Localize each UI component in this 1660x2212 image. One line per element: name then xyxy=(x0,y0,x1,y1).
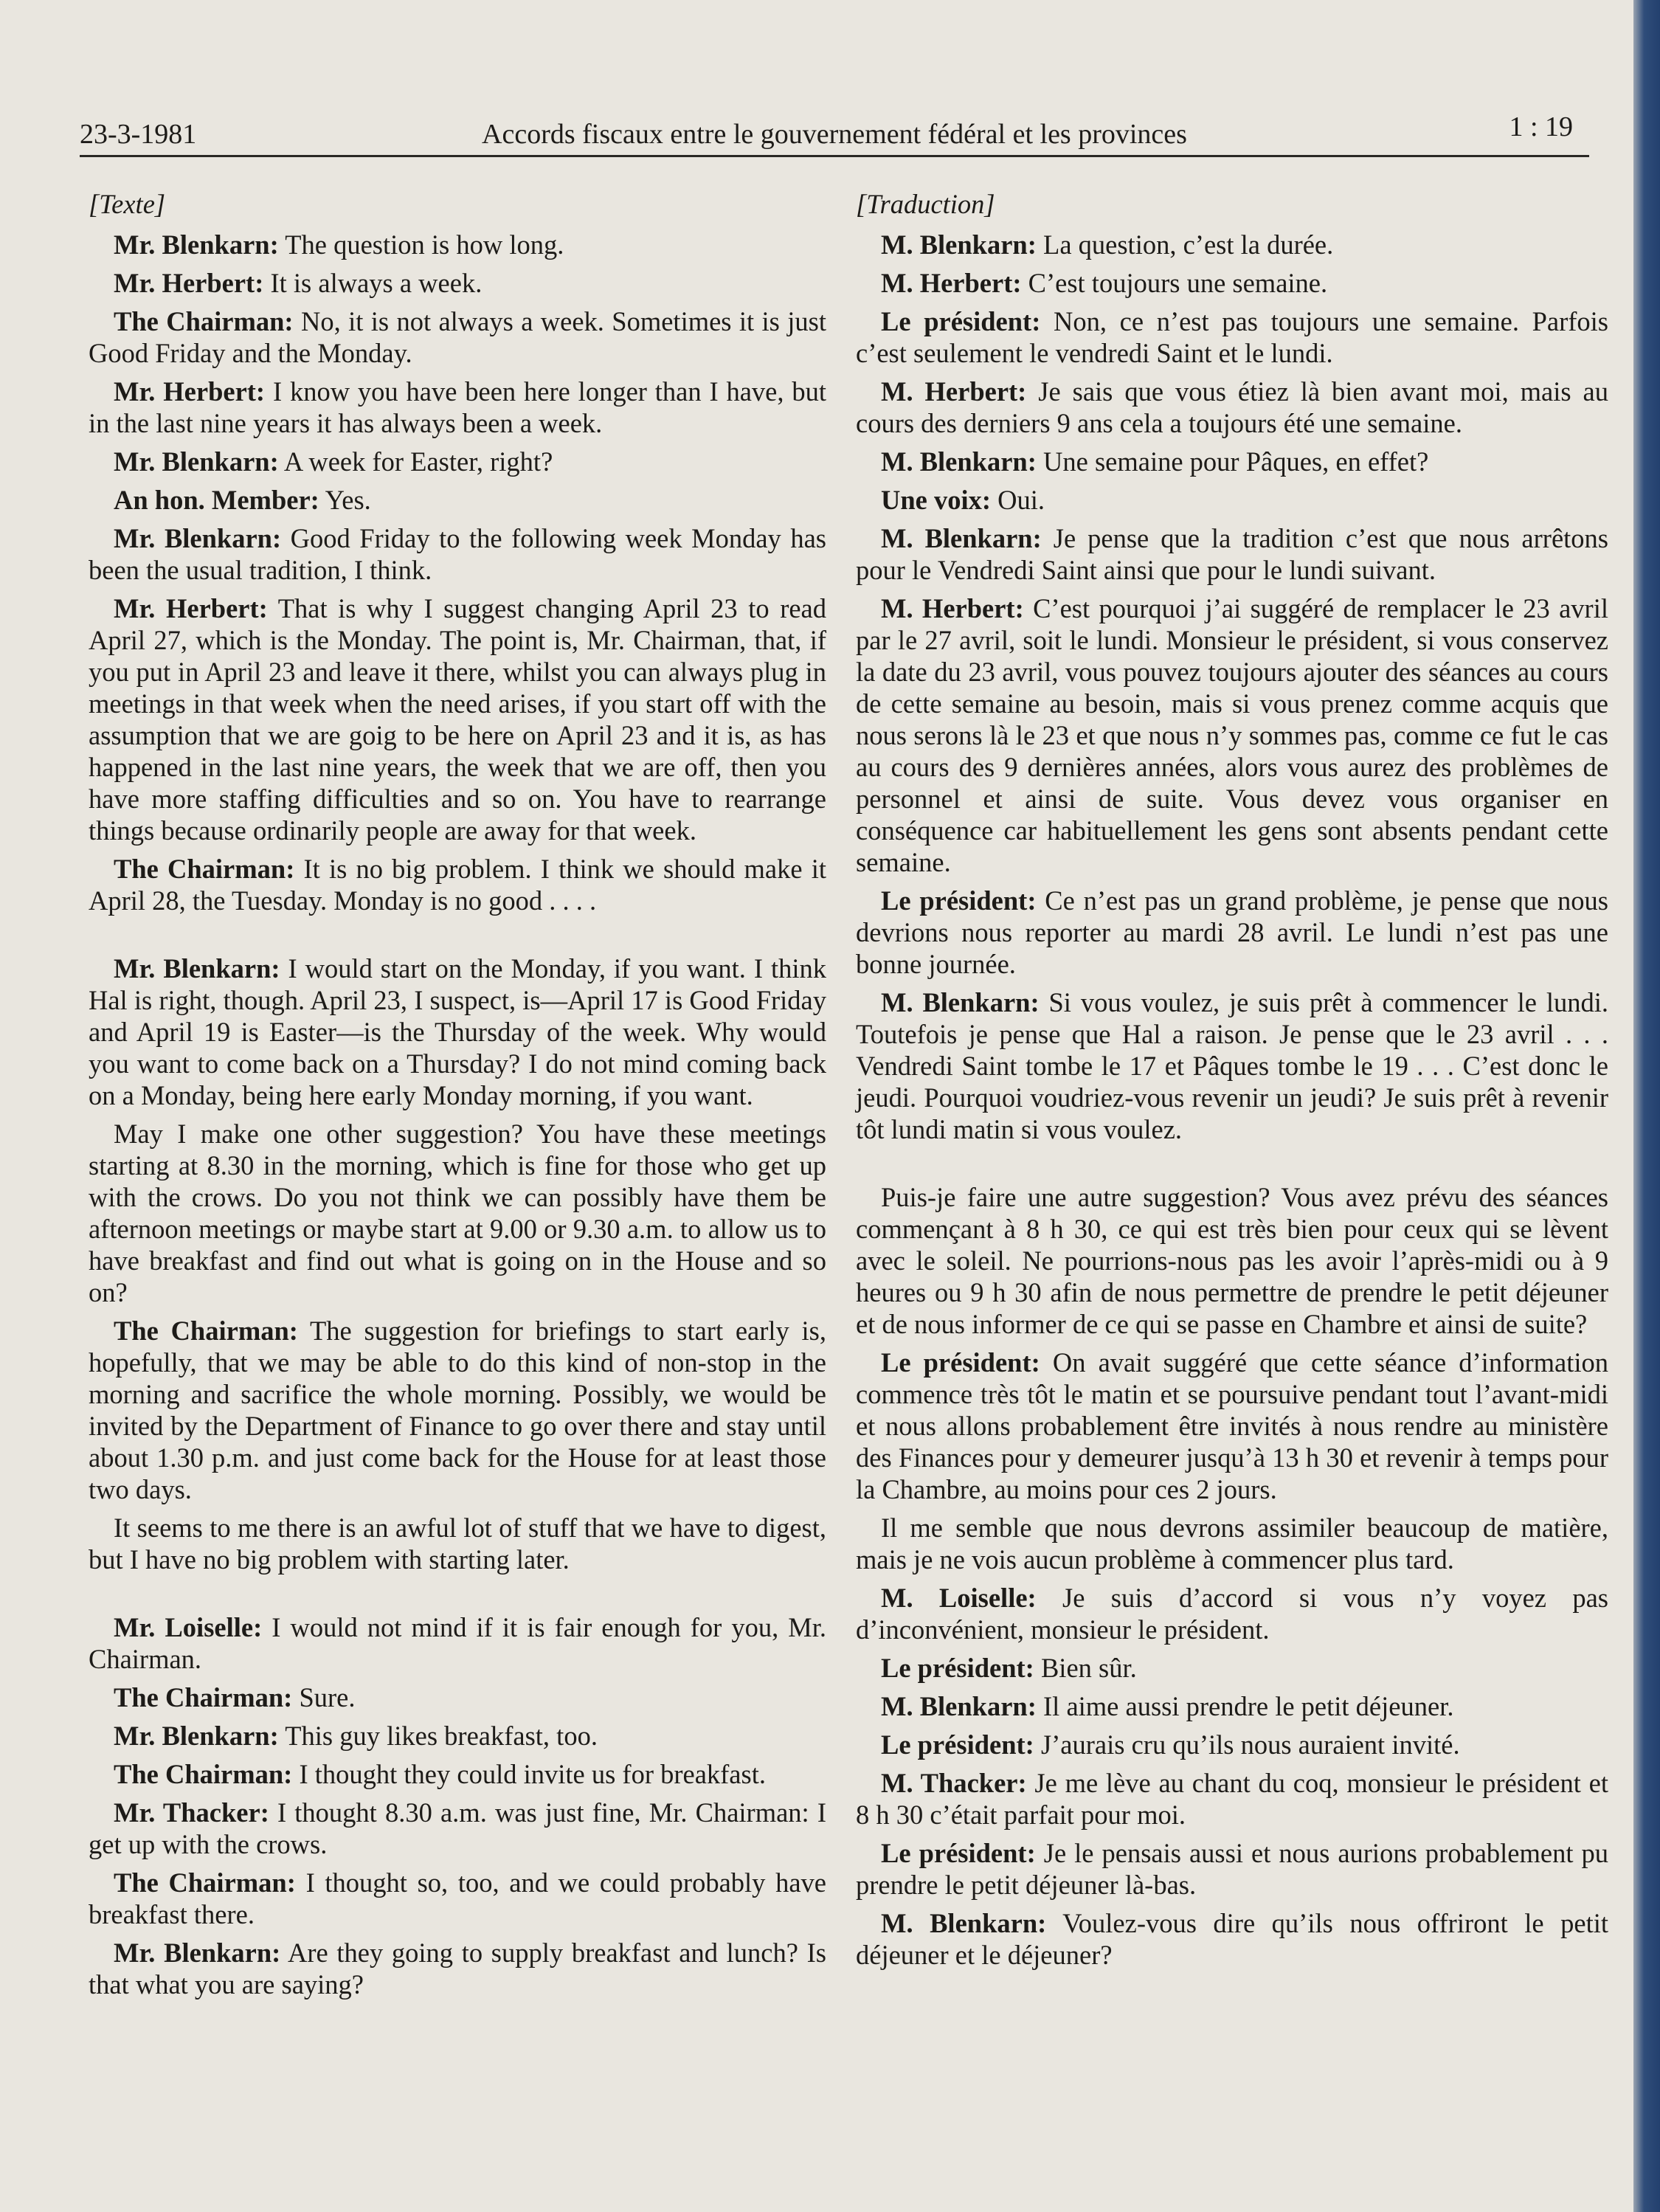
speaker-name: Mr. Herbert: xyxy=(114,376,266,407)
transcript-paragraph xyxy=(89,1867,826,1930)
speech-text: Are they going to supply breakfast and lunch? Is that what you are saying? xyxy=(89,1938,826,2000)
speech-text: It is always a week. xyxy=(263,268,483,298)
transcript-paragraph xyxy=(856,522,1608,586)
speaker-name: The Chairman: xyxy=(114,306,294,336)
speech-text: Oui. xyxy=(991,485,1045,515)
transcript-paragraph xyxy=(89,1937,826,2000)
speaker-name: Mr. Blenkarn: xyxy=(114,446,279,477)
english-column xyxy=(89,188,826,2007)
speech-text: This guy likes breakfast, too. xyxy=(278,1721,598,1751)
speech-text: I know you have been here longer than I have, but in the last nine years it has always been a week. xyxy=(89,376,827,438)
speaker-name: Mr. Thacker: xyxy=(114,1797,269,1828)
transcript-paragraph xyxy=(89,484,826,516)
speaker-name: M. Herbert: xyxy=(881,268,1022,298)
transcript-paragraph xyxy=(856,229,1608,260)
speech-text: Good Friday to the following week Monday has been the usual tradition, I think. xyxy=(89,523,826,585)
speaker-name: M. Blenkarn: xyxy=(881,1691,1037,1721)
speech-text: I would start on the Monday, if you want. I think Hal is right, though. April 23, I suspect, is—April 17 is Good Friday and April 19 is Easter—is the Thursday of the week. Why would you want to come back on a Thursday? I do not mind coming back on a Monday, being here early Monday morning, if you want. xyxy=(89,953,826,1110)
transcript-paragraph xyxy=(89,1797,826,1860)
speech-text: Ce n’est pas un grand problème, je pense que nous devrions nous reporter au mardi 28 avril. Le lundi n’est pas une bonne journée. xyxy=(856,885,1609,979)
speech-text: I would not mind if it is fair enough for you, Mr. Chairman. xyxy=(89,1612,826,1674)
speaker-name: M. Blenkarn: xyxy=(881,446,1037,477)
speech-text: No, it is not always a week. Sometimes it is just Good Friday and the Monday. xyxy=(89,306,826,368)
transcript-paragraph xyxy=(89,376,826,439)
speaker-name: The Chairman: xyxy=(114,854,295,884)
speaker-name: Mr. Blenkarn: xyxy=(114,229,279,260)
speaker-name: The Chairman: xyxy=(114,1867,296,1898)
transcript-paragraph xyxy=(89,1758,826,1790)
transcript-paragraph xyxy=(856,1729,1608,1760)
speech-text: Il aime aussi prendre le petit déjeuner. xyxy=(1036,1691,1454,1721)
transcript-paragraph xyxy=(856,986,1608,1145)
speaker-name: Mr. Blenkarn: xyxy=(114,953,280,984)
header-date: 23-3-1981 xyxy=(80,119,197,150)
transcript-paragraph xyxy=(89,1682,826,1713)
speaker-name: Mr. Blenkarn: xyxy=(114,1938,281,1968)
speaker-name: M. Thacker: xyxy=(881,1768,1027,1798)
speaker-name: Le président: xyxy=(881,1729,1034,1760)
speech-text: I thought they could invite us for breakfast. xyxy=(292,1759,766,1789)
speaker-name: Le président: xyxy=(881,885,1037,916)
speaker-name: Le président: xyxy=(881,1653,1034,1683)
speech-text: Voulez-vous dire qu’ils nous offriront le petit déjeuner et le déjeuner? xyxy=(856,1908,1608,1970)
transcript-paragraph xyxy=(89,1118,826,1308)
transcript-paragraph xyxy=(89,267,826,299)
section-label-texte: [Texte] xyxy=(89,189,166,219)
transcript-paragraph xyxy=(89,592,826,846)
speech-text: Sure. xyxy=(292,1682,356,1712)
speaker-name: The Chairman: xyxy=(114,1316,298,1346)
transcript-paragraph xyxy=(89,446,826,477)
paragraph-spacer xyxy=(89,1582,826,1611)
transcript-paragraph xyxy=(856,376,1608,439)
transcript-paragraph xyxy=(856,446,1608,477)
speech-text: A week for Easter, right? xyxy=(278,446,553,477)
transcript-paragraph xyxy=(89,305,826,369)
speech-text: Je le pensais aussi et nous aurions probablement pu prendre le petit déjeuner là-bas. xyxy=(856,1838,1608,1900)
speech-text: Je me lève au chant du coq, monsieur le président et 8 h 30 c’était parfait pour moi. xyxy=(856,1768,1608,1830)
page-header xyxy=(80,109,1589,157)
speaker-name: An hon. Member: xyxy=(114,485,319,515)
speaker-name: M. Blenkarn: xyxy=(881,1908,1047,1938)
transcript-paragraph xyxy=(856,1347,1608,1505)
transcript-paragraph xyxy=(856,1767,1608,1831)
transcript-paragraph xyxy=(856,1652,1608,1684)
speaker-name: M. Blenkarn: xyxy=(881,229,1037,260)
transcript-paragraph xyxy=(856,885,1608,980)
transcript-paragraph xyxy=(856,1582,1608,1645)
speech-text: That is why I suggest changing April 23 to read April 27, which is the Monday. The point is, Mr. Chairman, that, if you put in April 23 and leave it there, whilst you can always plug in meetings in that week when the need arises, if you start off with the assumption that we are goig to be here on April 23 and it is, as has happened in the last nine years, the week that we are off, then you have more staffing difficulties and so on. You have to rearrange things because ordinarily people are away for that week. xyxy=(89,593,827,846)
transcript-paragraph xyxy=(89,522,826,586)
speech-text: Il me semble que nous devrons assimiler beaucoup de matière, mais je ne vois aucun problème à commencer plus tard. xyxy=(856,1513,1608,1575)
transcript-paragraph xyxy=(856,1907,1608,1971)
speech-text: On avait suggéré que cette séance d’information commence très tôt le matin et se poursuive pendant tout l’avant-midi et nous allons probablement être invités à nous rendre au ministère des Finances pour y demeurer jusqu’à 13 h 30 et revenir à temps pour la Chambre, au moins pour ces 2 jours. xyxy=(856,1347,1609,1504)
speaker-name: M. Loiselle: xyxy=(881,1583,1037,1613)
speaker-name: M. Blenkarn: xyxy=(881,523,1042,553)
speech-text: The suggestion for briefings to start early is, hopefully, that we may be able to do this kind of non-stop in the morning and sacrifice the whole morning. Possibly, we would be invited by the Department of Finance to go over there and stay until about 1.30 p.m. and just come back for the House for at least those two days. xyxy=(89,1316,826,1504)
transcript-paragraph xyxy=(89,1720,826,1752)
transcript-paragraph xyxy=(856,305,1608,369)
speech-text: Puis-je faire une autre suggestion? Vous avez prévu des séances commençant à 8 h 30, ce qui est très bien pour ceux qui se lèvent avec le soleil. Ne pourrions-nous pas les avoir l’après-midi ou à 9 heures ou 9 h 30 afin de nous permettre de prendre le petit déjeuner et de nous informer de ce qui se passe en Chambre et ainsi de suite? xyxy=(856,1182,1608,1339)
speaker-name: Mr. Loiselle: xyxy=(114,1612,263,1642)
transcript-paragraph xyxy=(89,853,826,916)
header-title: Accords fiscaux entre le gouvernement fédéral et les provinces xyxy=(482,119,1187,150)
speech-text: It seems to me there is an awful lot of stuff that we have to digest, but I have no big problem with starting later. xyxy=(89,1513,826,1575)
header-page-number: 1 : 19 xyxy=(1509,111,1573,142)
french-column xyxy=(856,188,1608,1977)
paragraph-spacer xyxy=(89,923,826,953)
speaker-name: The Chairman: xyxy=(114,1759,293,1789)
speaker-name: Mr. Herbert: xyxy=(114,268,264,298)
transcript-paragraph xyxy=(856,267,1608,299)
speaker-name: Une voix: xyxy=(881,485,992,515)
speech-text: Si vous voulez, je suis prêt à commencer le lundi. Toutefois je pense que Hal a raison. Je pense que le 23 avril . . . Vendredi Saint tombe le 17 et Pâques tombe le 19 . . . C’est donc le jeudi. Pourquoi voudriez-vous revenir un jeudi? Je suis prêt à revenir tôt lundi matin si vous voulez. xyxy=(856,987,1608,1144)
speaker-name: Le président: xyxy=(881,1838,1036,1868)
speech-text: Non, ce n’est pas toujours une semaine. Parfois c’est seulement le vendredi Saint et le lundi. xyxy=(856,306,1609,368)
paragraph-spacer xyxy=(856,1152,1608,1181)
speech-text: I thought 8.30 a.m. was just fine, Mr. Chairman: I get up with the crows. xyxy=(89,1797,826,1859)
speech-text: C’est pourquoi j’ai suggéré de remplacer le 23 avril par le 27 avril, soit le lundi. Monsieur le président, si vous conservez la date du 23 avril, vous pouvez toujours ajouter des séances au cours de cette semaine au besoin, mais si vous prenez comme acquis que nous serons là le 23 et que nous n’y sommes pas, comme ce fut le cas au cours des 9 dernières années, alors vous aurez des problèmes de personnel et ainsi de suite. Vous devez vous organiser en conséquence car habituellement les gens sont absents pendant cette semaine. xyxy=(856,593,1608,877)
transcript-paragraph xyxy=(89,953,826,1111)
transcript-paragraph xyxy=(856,1512,1608,1575)
speech-text: La question, c’est la durée. xyxy=(1036,229,1334,260)
speaker-name: Mr. Blenkarn: xyxy=(114,523,282,553)
speech-text: C’est toujours une semaine. xyxy=(1021,268,1328,298)
speech-text: Je suis d’accord si vous n’y voyez pas d’inconvénient, monsieur le président. xyxy=(856,1583,1608,1645)
speech-text: Je pense que la tradition c’est que nous arrêtons pour le Vendredi Saint ainsi que pour le lundi suivant. xyxy=(856,523,1608,585)
speaker-name: M. Herbert: xyxy=(881,376,1027,407)
speaker-name: M. Herbert: xyxy=(881,593,1024,623)
speech-text: Bien sûr. xyxy=(1034,1653,1137,1683)
speaker-name: The Chairman: xyxy=(114,1682,293,1712)
speaker-name: M. Blenkarn: xyxy=(881,987,1040,1017)
transcript-paragraph xyxy=(856,592,1608,878)
speaker-name: Mr. Herbert: xyxy=(114,593,268,623)
transcript-paragraph xyxy=(856,1837,1608,1901)
book-spine-edge xyxy=(1633,0,1660,2212)
speech-text: The question is how long. xyxy=(278,229,564,260)
speech-text: I thought so, too, and we could probably have breakfast there. xyxy=(89,1867,826,1929)
speech-text: Une semaine pour Pâques, en effet? xyxy=(1036,446,1429,477)
transcript-paragraph xyxy=(856,1181,1608,1340)
speaker-name: Le président: xyxy=(881,1347,1040,1378)
speech-text: J’aurais cru qu’ils nous auraient invité. xyxy=(1034,1729,1460,1760)
speech-text: It is no big problem. I think we should make it April 28, the Tuesday. Monday is no good . . . . xyxy=(89,854,826,916)
section-label-traduction: [Traduction] xyxy=(856,189,995,219)
speech-text: May I make one other suggestion? You have these meetings starting at 8.30 in the morning, which is fine for those who get up with the crows. Do you not think we can possibly have them be afternoon meetings or maybe start at 9.00 or 9.30 a.m. to allow us to have breakfast and find out what is going on in the House and so on? xyxy=(89,1119,826,1307)
transcript-paragraph xyxy=(856,484,1608,516)
transcript-paragraph xyxy=(89,229,826,260)
speaker-name: Mr. Blenkarn: xyxy=(114,1721,279,1751)
transcript-paragraph xyxy=(856,1690,1608,1722)
speech-text: Yes. xyxy=(319,485,371,515)
speech-text: Je sais que vous étiez là bien avant moi, mais au cours des derniers 9 ans cela a toujours été une semaine. xyxy=(856,376,1608,438)
transcript-paragraph xyxy=(89,1315,826,1505)
speaker-name: Le président: xyxy=(881,306,1041,336)
transcript-paragraph xyxy=(89,1611,826,1675)
transcript-paragraph xyxy=(89,1512,826,1575)
